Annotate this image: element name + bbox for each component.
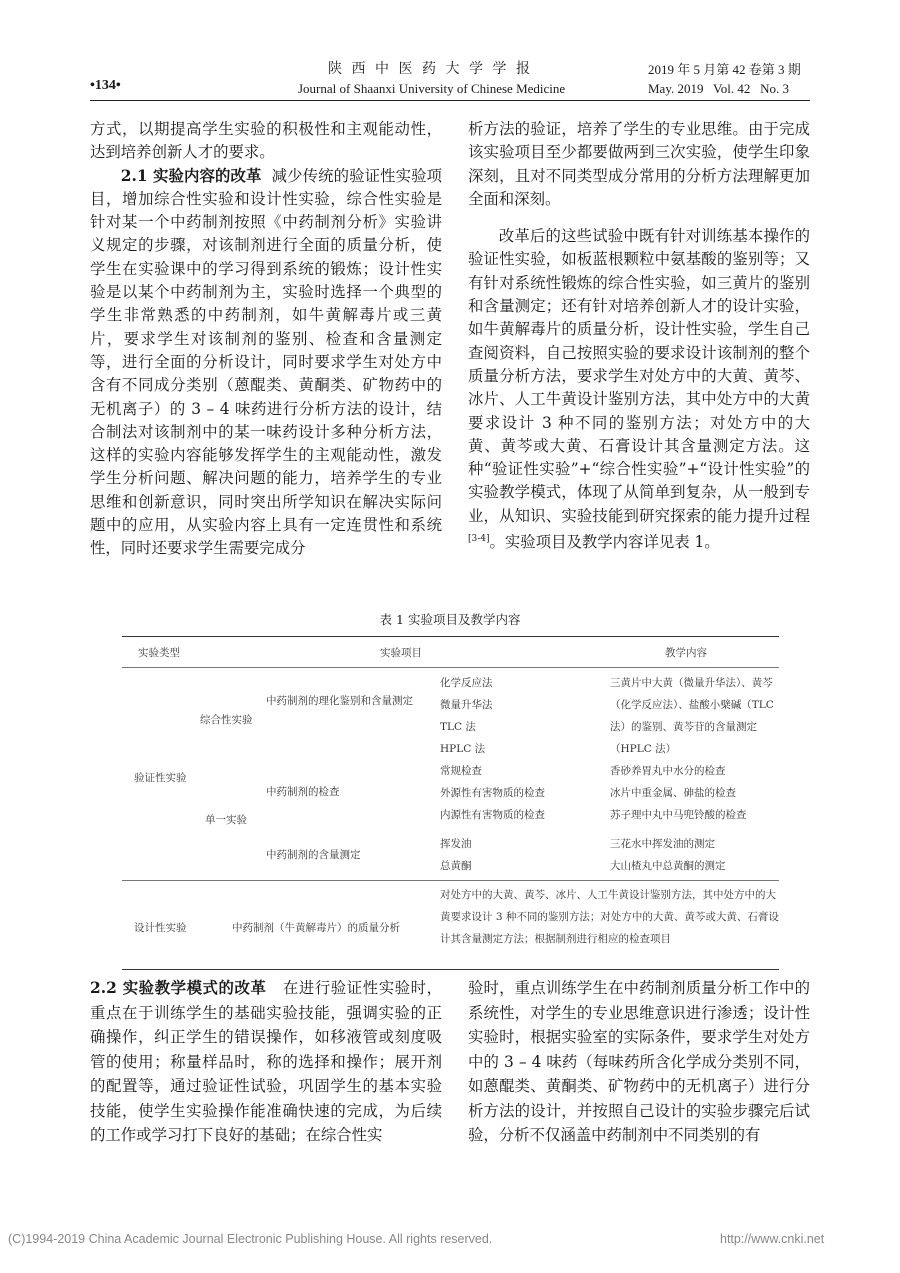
table-header: 实验项目 — [380, 647, 422, 659]
citation: [3-4] — [468, 534, 490, 545]
table-header-rule — [122, 667, 779, 668]
paragraph: 减少传统的验证性实验项目，增加综合性实验和设计性实验，综合性实验是针对某一个中药制剂按照《中药制剂分析》实验讲义规定的步骤，对该制剂进行全面的质量分析，使学生在实验课中的学习得到系统的锻炼；设计性实验是以某个中药制剂为主，实验时选择一个典型的学生非常熟悉的中药制剂，如牛黄解毒片或三黄片，要求学生对该制剂的鉴别、检查和含量测定等，进行全面的分析设计，同时要求学生对处方中含有不同成分类别（蒽醌类、黄酮类、矿物药中的无机离子）的 3 – 4 味药进行分析方法的设计，结合制法对该制剂中的某一味药设计多种分析方法，这样的实验内容能够发挥学生的主观能动性，激发学生分析问题、解决问题的能力，培养学生的专业思维和创新意识，同时突出所学知识在解决实际问题中的应用，从实验内容上具有一定连贯性和系统性，同时还要求学生需要完成分 — [90, 166, 442, 558]
page-number: •134• — [90, 78, 121, 93]
category-verify: 验证性实验 — [134, 772, 187, 784]
bottom-left-column — [90, 976, 442, 1148]
section-heading: 2.2 实验教学模式的改革 — [90, 979, 267, 997]
table-caption: 表 1 实验项目及教学内容 — [379, 612, 521, 627]
content: 苏子理中丸中马兜铃酸的检查 — [610, 809, 747, 821]
issue-cn: 2019 年 5 月第 42 卷第 3 期 — [648, 62, 801, 77]
table-top-rule — [122, 636, 779, 637]
issue-en: May. 2019 Vol. 42 No. 3 — [648, 81, 789, 96]
project-3: 中药制剂的含量测定 — [266, 849, 361, 861]
left-column — [90, 118, 442, 561]
header-rule — [90, 100, 810, 101]
section-heading: 2.1 实验内容的改革 — [120, 166, 262, 185]
category-comprehensive: 综合性实验 — [200, 714, 253, 726]
paragraph — [468, 225, 810, 554]
table-mid-rule — [122, 880, 779, 881]
section-2-2 — [90, 976, 442, 1148]
footer-url[interactable]: http://www.cnki.net — [720, 1232, 825, 1246]
paragraph: 验时，重点训练学生在中药制剂质量分析工作中的系统性，对学生的专业思维意识进行渗透；设计性实验时，根据实验室的实际条件，要求学生对处方中的 3 – 4 味药（每味药所含化学成分类别不同，如蒽醌类、黄酮类、矿物药中的无机离子）进行分析方法的设计，并按照自己设计的实验步骤完后试验，分析不仅涵盖中药制剂中不同类别的有 — [468, 979, 810, 1144]
project-2: 中药制剂的检查 — [266, 786, 340, 798]
method: HPLC 法 — [440, 743, 486, 755]
table-header: 实验类型 — [138, 647, 180, 659]
content: 三花水中挥发油的测定 — [610, 838, 715, 850]
copyright: (C)1994-2019 China Academic Journal Electronic Publishing House. All rights reserved. — [8, 1232, 493, 1246]
journal-title-cn: 陕 西 中 医 药 大 学 学 报 — [328, 62, 533, 77]
right-column — [468, 118, 810, 554]
category-design: 设计性实验 — [134, 922, 187, 934]
paragraph-end: 。实验项目及教学内容详见表 1。 — [489, 533, 720, 552]
table-bottom-rule — [122, 969, 779, 970]
method: 常规检查 — [440, 765, 482, 777]
method: 微量升华法 — [440, 699, 493, 711]
paragraph: 析方法的验证，培养了学生的专业思维。由于完成该实验项目至少都要做两到三次实验，使学生印象深刻，且对不同类型成分常用的分析方法理解更加全面和深刻。 — [468, 120, 810, 208]
paragraph-text: 改革后的这些试验中既有针对训练基本操作的验证性实验，如板蓝根颗粒中氨基酸的鉴别等；又有针对系统性锻炼的综合性实验，如三黄片的鉴别和含量测定；还有针对培养创新人才的设计实验，如牛黄解毒片的质量分析，设计性实验，学生自己查阅资料，自己按照实验的要求设计该制剂的整个质量分析方法，要求学生对处方中的大黄、黄芩、冰片、人工牛黄设计鉴别方法，其中处方中的大黄要求设计 3 种不同的鉴别方法；对处方中的大黄、黄芩或大黄、石膏设计其含量测定方法。这种“验证性实验”+“综合性实验”+“设计性实验”的实验教学模式，体现了从简单到复杂，从一般到专业，从知识、实验技能到研究探索的能力提升过程 — [468, 227, 810, 525]
project-design: 中药制剂（牛黄解毒片）的质量分析 — [232, 922, 400, 934]
bottom-right-column — [468, 976, 810, 1148]
journal-title-en: Journal of Shaanxi University of Chinese Medicine — [298, 81, 566, 96]
method: TLC 法 — [440, 721, 476, 733]
paragraph: 方式，以期提高学生实验的积极性和主观能动性，达到培养创新人才的要求。 — [90, 120, 442, 162]
content: 香砂养胃丸中水分的检查 — [610, 765, 726, 777]
method: 外源性有害物质的检查 — [440, 787, 545, 799]
content: 大山楂丸中总黄酮的测定 — [610, 860, 726, 872]
method: 挥发油 — [440, 838, 472, 850]
content-1: 三黄片中大黄（微量升华法）、黄芩（化学反应法）、盐酸小檗碱（TLC法）的鉴别、黄芩苷的含量测定（HPLC 法） — [610, 677, 774, 755]
category-single: 单一实验 — [205, 814, 247, 826]
content: 冰片中重金属、砷盐的检查 — [610, 787, 736, 799]
method: 内源性有害物质的检查 — [440, 809, 545, 821]
paragraph: 在进行验证性实验时，重点在于训练学生的基础实验技能，强调实验的正确操作，纠正学生的错误操作，如移液管或刻度吸管的使用；称量样品时，称的选择和操作；展开剂的配置等，通过验证性试验，巩固学生的基本实验技能，使学生实验操作能准确快速的完成，为后续的工作或学习打下良好的基础；在综合性实 — [90, 979, 442, 1144]
method: 化学反应法 — [440, 677, 493, 689]
project-1: 中药制剂的理化鉴别和含量测定 — [266, 695, 413, 707]
table-header: 教学内容 — [665, 647, 707, 659]
section-2-1 — [90, 165, 442, 561]
content-design: 对处方中的大黄、黄芩、冰片、人工牛黄设计鉴别方法，其中处方中的大黄要求设计 3 种不同的鉴别方法；对处方中的大黄、黄芩或大黄、石膏设计其含量测定方法；根据制剂进行相应的检查项目 — [440, 889, 779, 945]
method: 总黄酮 — [440, 860, 472, 872]
